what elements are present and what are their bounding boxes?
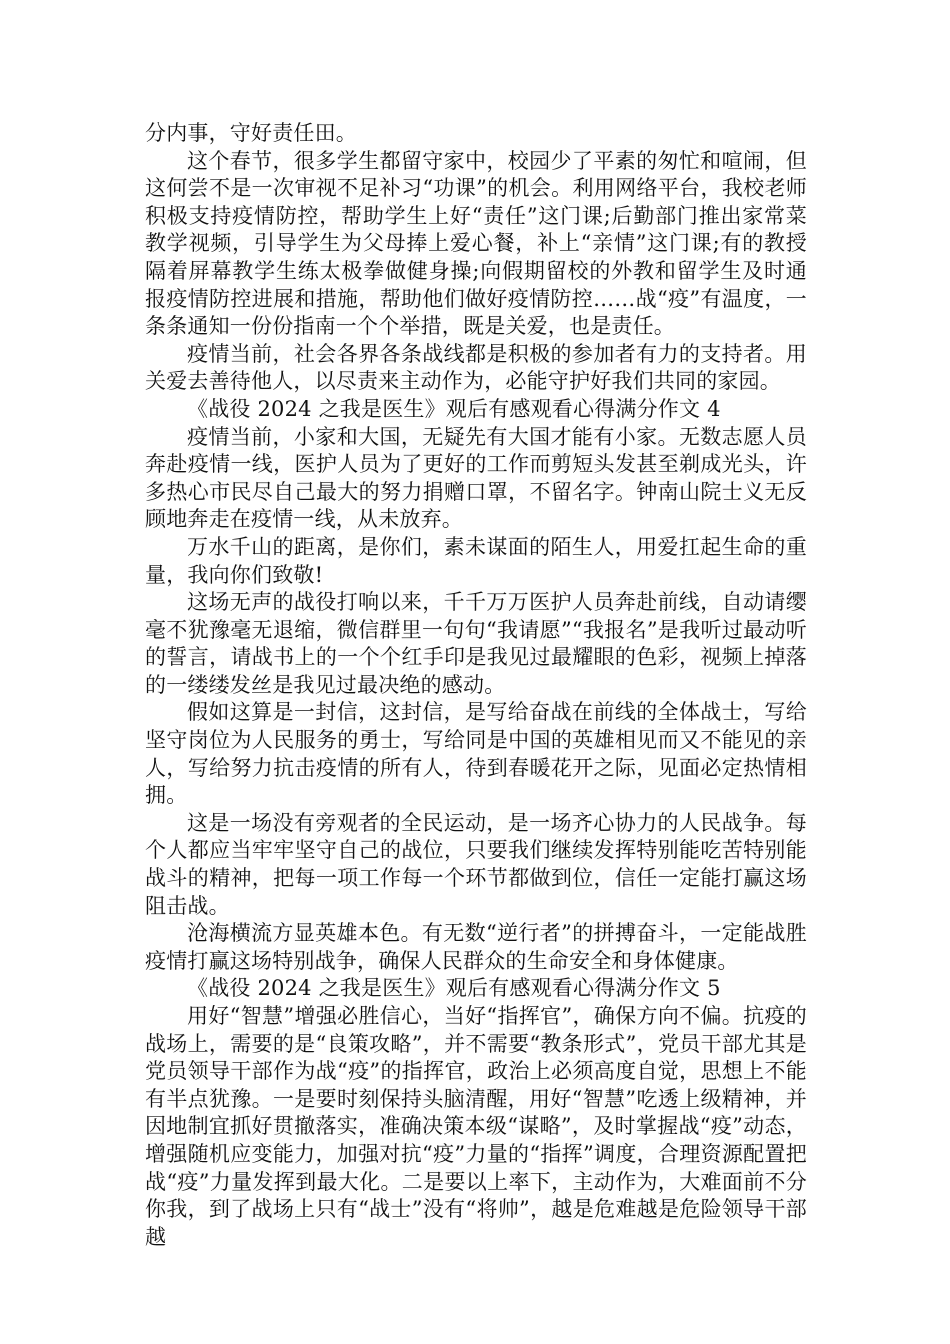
document-page: [145, 120, 807, 1251]
paragraph: 疫情当前，社会各界各条战线都是积极的参加者有力的支持者。用关爱去善待他人，以尽责来主动作为，必能守护好我们共同的家园。: [145, 341, 807, 394]
paragraph: 沧海横流方显英雄本色。有无数“逆行者”的拼搏奋斗，一定能战胜疫情打赢这场特别战争，确保人民群众的生命安全和身体健康。: [145, 921, 807, 973]
paragraph: 假如这算是一封信，这封信，是写给奋战在前线的全体战士，写给坚守岗位为人民服务的勇士，写给同是中国的英雄相见而又不能见的亲人，写给努力抗击疫情的所有人，待到春暖花开之际，见面必定热情相拥。: [145, 700, 807, 808]
paragraph: 疫情当前，小家和大国，无疑先有大国才能有小家。无数志愿人员奔赴疫情一线，医护人员为了更好的工作而剪短头发甚至剃成光头，许多热心市民尽自己最大的努力捐赠口罩，不留名字。钟南山院士义无反顾地奔走在疫情一线，从未放弃。: [145, 424, 807, 532]
paragraph: 这场无声的战役打响以来，千千万万医护人员奔赴前线，自动请缨毫不犹豫毫无退缩，微信群里一句句“我请愿”“我报名”是我听过最动听的誓言，请战书上的一个个红手印是我见过最耀眼的色彩，视频上掉落的一缕缕发丝是我见过最决绝的感动。: [145, 590, 807, 697]
paragraph: 用好“智慧”增强必胜信心，当好“指挥官”，确保方向不偏。抗疫的战场上，需要的是“良策攻略”，并不需要“教条形式”，党员干部尤其是党员领导干部作为战“疫”的指挥官，政治上必须高度自觉，思想上不能有半点犹豫。一是要时刻保持头脑清醒，用好“智慧”吃透上级精神，并因地制宜抓好贯撤落实，准确决策本级“谋略”，及时掌握战“疫”动态，增强随机应变能力，加强对抗“疫”力量的“指挥”调度，合理资源配置把战“疫”力量发挥到最大化。二是要以上率下，主动作为，大难面前不分你我，到了战场上只有“战士”没有“将帅”，越是危难越是危险领导干部越: [145, 1004, 807, 1249]
section-heading: 《战役 2024 之我是医生》观后有感观看心得满分作文 5: [187, 976, 721, 1001]
section-heading: 《战役 2024 之我是医生》观后有感观看心得满分作文 4: [187, 396, 721, 421]
paragraph: 这是一场没有旁观者的全民运动，是一场齐心协力的人民战争。每个人都应当牢牢坚守自己的战位，只要我们继续发挥特别能吃苦特别能战斗的精神，把每一项工作每一个环节都做到位，信任一定能打赢这场阻击战。: [145, 810, 807, 918]
paragraph: 这个春节，很多学生都留守家中，校园少了平素的匆忙和喧闹，但这何尝不是一次审视不足补习“功课”的机会。利用网络平台，我校老师积极支持疫情防控，帮助学生上好“责任”这门课;后勤部门推出家常菜教学视频，引导学生为父母捧上爱心餐，补上“亲情”这门课;有的教授隔着屏幕教学生练太极拳做健身操;向假期留校的外教和留学生及时通报疫情防控进展和措施，帮助他们做好疫情防控……战“疫”有温度，一条条通知一份份指南一个个举措，既是关爱，也是责任。: [145, 148, 807, 339]
paragraph: 万水千山的距离，是你们，素未谋面的陌生人，用爱扛起生命的重量，我向你们致敬!: [145, 534, 807, 587]
paragraph-continued: 分内事，守好责任田。: [145, 121, 357, 145]
